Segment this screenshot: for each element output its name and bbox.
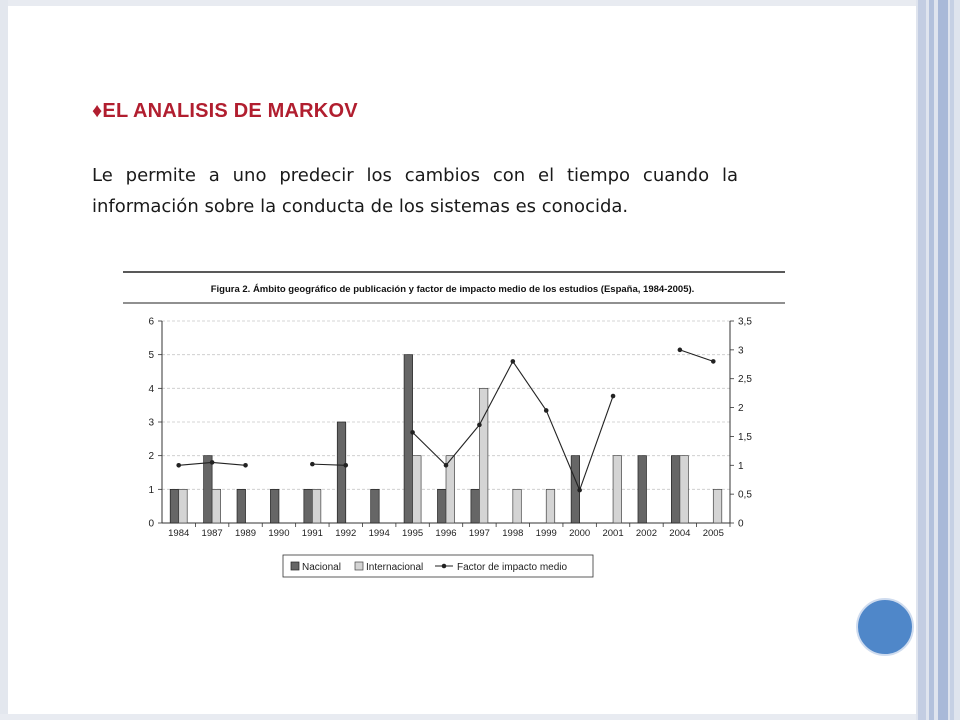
x-tick-label: 2005 xyxy=(702,528,724,539)
legend-swatch-nacional xyxy=(291,562,299,570)
legend-label-internacional: Internacional xyxy=(366,562,424,573)
y-tick-label: 3 xyxy=(148,417,154,429)
bar-nacional xyxy=(438,489,447,523)
impact-point xyxy=(611,394,616,399)
right-decor-stripe-3 xyxy=(938,0,948,720)
slide-body-text: Le permite a uno predecir los cambios con el tiempo cuando la información sobre la conducta de los sistemas es conocida. xyxy=(92,165,738,217)
bar-nacional xyxy=(170,489,179,523)
impact-point xyxy=(176,463,181,468)
impact-point xyxy=(444,463,449,468)
x-tick-label: 1992 xyxy=(335,528,357,539)
bar-nacional xyxy=(404,355,413,523)
bar-internacional xyxy=(680,456,689,523)
bar-nacional xyxy=(337,422,346,523)
y2-tick-label: 2,5 xyxy=(738,374,752,386)
x-tick-label: 1990 xyxy=(268,528,290,539)
bar-nacional xyxy=(471,489,480,523)
impact-point xyxy=(577,488,582,493)
slide-left-border xyxy=(0,0,8,720)
impact-line-segment xyxy=(580,396,613,490)
bar-nacional xyxy=(237,489,246,523)
x-tick-label: 1991 xyxy=(301,528,323,539)
impact-line-segment xyxy=(680,350,713,362)
x-tick-label: 1987 xyxy=(201,528,223,539)
decorative-circle xyxy=(856,598,914,656)
right-decor-stripe-4 xyxy=(950,0,954,720)
y-tick-label: 0 xyxy=(148,518,154,530)
legend-label-nacional: Nacional xyxy=(302,562,341,573)
y2-tick-label: 1,5 xyxy=(738,431,752,443)
bar-nacional xyxy=(304,489,313,523)
bar-nacional xyxy=(371,489,380,523)
x-tick-label: 2004 xyxy=(669,528,691,539)
impact-point xyxy=(678,348,683,353)
bar-internacional xyxy=(212,489,221,523)
y2-tick-label: 3 xyxy=(738,345,744,357)
heading-text: EL ANALISIS DE MARKOV xyxy=(102,100,358,122)
chart-svg xyxy=(115,268,790,588)
slide-bottom-border xyxy=(0,714,960,720)
bar-internacional xyxy=(513,489,522,523)
x-tick-label: 1996 xyxy=(435,528,457,539)
x-tick-label: 1994 xyxy=(368,528,390,539)
impact-point xyxy=(310,462,315,467)
x-tick-label: 1989 xyxy=(234,528,257,539)
legend-point-impacto xyxy=(442,564,447,569)
y-tick-label: 2 xyxy=(148,451,154,463)
impact-line-segment xyxy=(446,425,479,465)
bar-internacional xyxy=(713,489,722,523)
impact-line-segment xyxy=(212,462,245,465)
bar-nacional xyxy=(671,456,680,523)
x-tick-label: 2002 xyxy=(635,528,658,539)
impact-line-segment xyxy=(513,361,546,410)
bar-internacional xyxy=(546,489,555,523)
right-decor-stripe-1 xyxy=(918,0,926,720)
chart-figure xyxy=(115,268,790,588)
impact-point xyxy=(343,463,348,468)
bar-internacional xyxy=(179,489,188,523)
y-tick-label: 4 xyxy=(148,383,154,395)
bar-internacional xyxy=(312,489,321,523)
diamond-bullet-icon: ♦ xyxy=(92,100,103,122)
bar-internacional xyxy=(613,456,622,523)
bar-nacional xyxy=(270,489,279,523)
x-tick-label: 1998 xyxy=(502,528,524,539)
x-tick-label: 2000 xyxy=(569,528,591,539)
impact-point xyxy=(243,463,248,468)
bar-internacional xyxy=(479,388,488,523)
impact-point xyxy=(511,359,516,364)
impact-point xyxy=(544,408,549,413)
y2-tick-label: 2 xyxy=(738,403,744,415)
x-tick-label: 2001 xyxy=(602,528,624,539)
y-tick-label: 6 xyxy=(148,316,154,328)
impact-line-segment xyxy=(546,410,579,490)
x-tick-label: 1997 xyxy=(468,528,490,539)
y-tick-label: 1 xyxy=(148,484,154,496)
y2-tick-label: 3,5 xyxy=(738,316,752,328)
right-decor-stripe-2 xyxy=(929,0,934,720)
y-tick-label: 5 xyxy=(148,350,154,362)
impact-point xyxy=(711,359,716,364)
y2-tick-label: 0 xyxy=(738,518,744,530)
slide-top-border xyxy=(0,0,960,6)
x-tick-label: 1999 xyxy=(535,528,557,539)
y2-tick-label: 0,5 xyxy=(738,489,752,501)
legend-label-impacto: Factor de impacto medio xyxy=(457,562,568,573)
impact-point xyxy=(477,423,482,428)
x-tick-label: 1984 xyxy=(168,528,190,539)
legend-swatch-internacional xyxy=(355,562,363,570)
chart-title: Figura 2. Ámbito geográfico de publicación y factor de impacto medio de los estudios (España, 1984-2005). xyxy=(210,284,695,295)
y2-tick-label: 1 xyxy=(738,460,744,472)
impact-point xyxy=(210,460,215,465)
bar-nacional xyxy=(638,456,647,523)
impact-point xyxy=(410,430,415,435)
x-tick-label: 1995 xyxy=(402,528,424,539)
bar-nacional xyxy=(204,456,213,523)
slide-heading xyxy=(92,100,358,123)
bar-internacional xyxy=(413,456,422,523)
